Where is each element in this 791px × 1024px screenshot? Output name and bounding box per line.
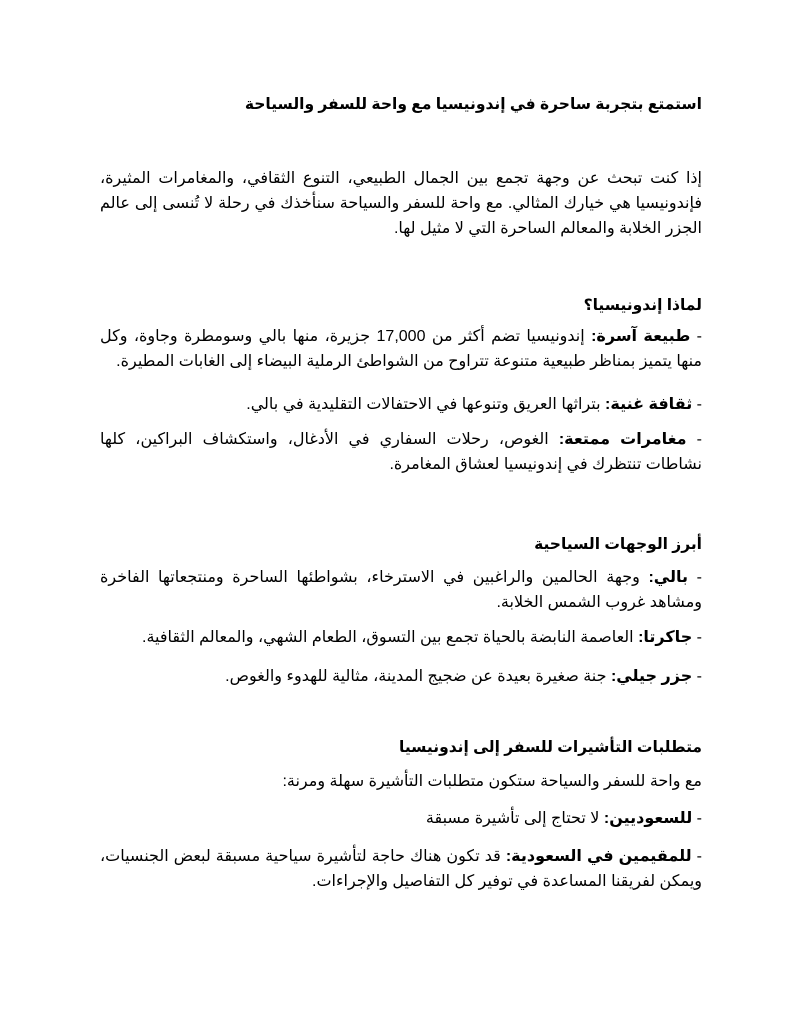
page-title: استمتع بتجربة ساحرة في إندونيسيا مع واحة للسفر والسياحة — [244, 96, 702, 113]
intro-paragraph: إذا كنت تبحث عن وجهة تجمع بين الجمال الطبيعي، التنوع الثقافي، والمغامرات المثيرة، فإندونيسيا هي خيارك المثالي. مع واحة للسفر والسياحة سنأخذك في رحلة لا تُنسى إلى عالم الجزر الخلابة والمعالم الساحرة التي لا مثيل لها. — [100, 170, 702, 237]
destination-item-label: جاكرتا: — [638, 629, 693, 646]
why-item-text: بتراثها العريق وتنوعها في الاحتفالات التقليدية في بالي. — [246, 396, 601, 413]
destination-item-text: وجهة الحالمين والراغبين في الاسترخاء، بشواطئها الساحرة ومنتجعاتها الفاخرة ومشاهد غروب الشمس الخلابة. — [100, 569, 702, 611]
destinations-heading: أبرز الوجهات السياحية — [534, 536, 702, 553]
visa-item-label: للمقيمين في السعودية: — [505, 848, 692, 865]
visa-item-saudis: - للسعوديين: لا تحتاج إلى تأشيرة مسبقة — [425, 810, 702, 827]
destination-item-label: جزر جيلي: — [610, 668, 693, 685]
why-item-label: مغامرات ممتعة: — [558, 431, 687, 448]
why-item-culture: - ثقافة غنية: بتراثها العريق وتنوعها في الاحتفالات التقليدية في بالي. — [246, 396, 702, 413]
destination-item-gili: - جزر جيلي: جنة صغيرة بعيدة عن ضجيج المدينة، مثالية للهدوء والغوص. — [225, 668, 702, 685]
visa-item-label: للسعوديين: — [603, 810, 693, 827]
visa-item-text: لا تحتاج إلى تأشيرة مسبقة — [425, 810, 600, 827]
why-item-adventure: - مغامرات ممتعة: الغوص، رحلات السفاري في الأدغال، واستكشاف البراكين، كلها نشاطات تنتظرك في إندونيسيا لعشاق المغامرة. — [100, 431, 703, 473]
destination-item-jakarta: - جاكرتا: العاصمة النابضة بالحياة تجمع بين التسوق، الطعام الشهي، والمعالم الثقافية. — [142, 629, 702, 646]
visa-item-residents: - للمقيمين في السعودية: قد تكون هناك حاجة لتأشيرة سياحية مسبقة لبعض الجنسيات، ويمكن لفريقنا المساعدة في توفير كل التفاصيل والإجراءات. — [100, 848, 702, 890]
destination-item-text: جنة صغيرة بعيدة عن ضجيج المدينة، مثالية للهدوء والغوص. — [225, 668, 607, 685]
why-item-nature: - طبيعة آسرة: إندونيسيا تضم أكثر من 17,000 جزيرة، منها بالي وسومطرة وجاوة، وكل منها يتميز بمناظر طبيعية متنوعة تتراوح من الشواطئ الرملية البيضاء إلى الغابات المطيرة. — [100, 328, 703, 370]
visa-intro: مع واحة للسفر والسياحة ستكون متطلبات التأشيرة سهلة ومرنة: — [282, 773, 702, 790]
destination-item-label: بالي: — [648, 569, 689, 586]
visa-heading: متطلبات التأشيرات للسفر إلى إندونيسيا — [399, 739, 702, 756]
visa-item-text: قد تكون هناك حاجة لتأشيرة سياحية مسبقة لبعض الجنسيات، ويمكن لفريقنا المساعدة في توفير كل التفاصيل والإجراءات. — [100, 848, 702, 890]
destination-item-bali: - بالي: وجهة الحالمين والراغبين في الاسترخاء، بشواطئها الساحرة ومنتجعاتها الفاخرة ومشاهد غروب الشمس الخلابة. — [100, 569, 702, 611]
why-item-text: إندونيسيا تضم أكثر من 17,000 جزيرة، منها بالي وسومطرة وجاوة، وكل منها يتميز بمناظر طبيعية متنوعة تتراوح من الشواطئ الرملية البيضاء إلى الغابات المطيرة. — [100, 328, 702, 370]
why-heading: لماذا إندونيسيا؟ — [583, 297, 702, 314]
why-item-label: طبيعة آسرة: — [591, 328, 691, 345]
why-item-label: ثقافة غنية: — [605, 396, 693, 413]
why-item-text: الغوص، رحلات السفاري في الأدغال، واستكشاف البراكين، كلها نشاطات تنتظرك في إندونيسيا لعشاق المغامرة. — [100, 431, 702, 473]
destination-item-text: العاصمة النابضة بالحياة تجمع بين التسوق، الطعام الشهي، والمعالم الثقافية. — [142, 629, 634, 646]
